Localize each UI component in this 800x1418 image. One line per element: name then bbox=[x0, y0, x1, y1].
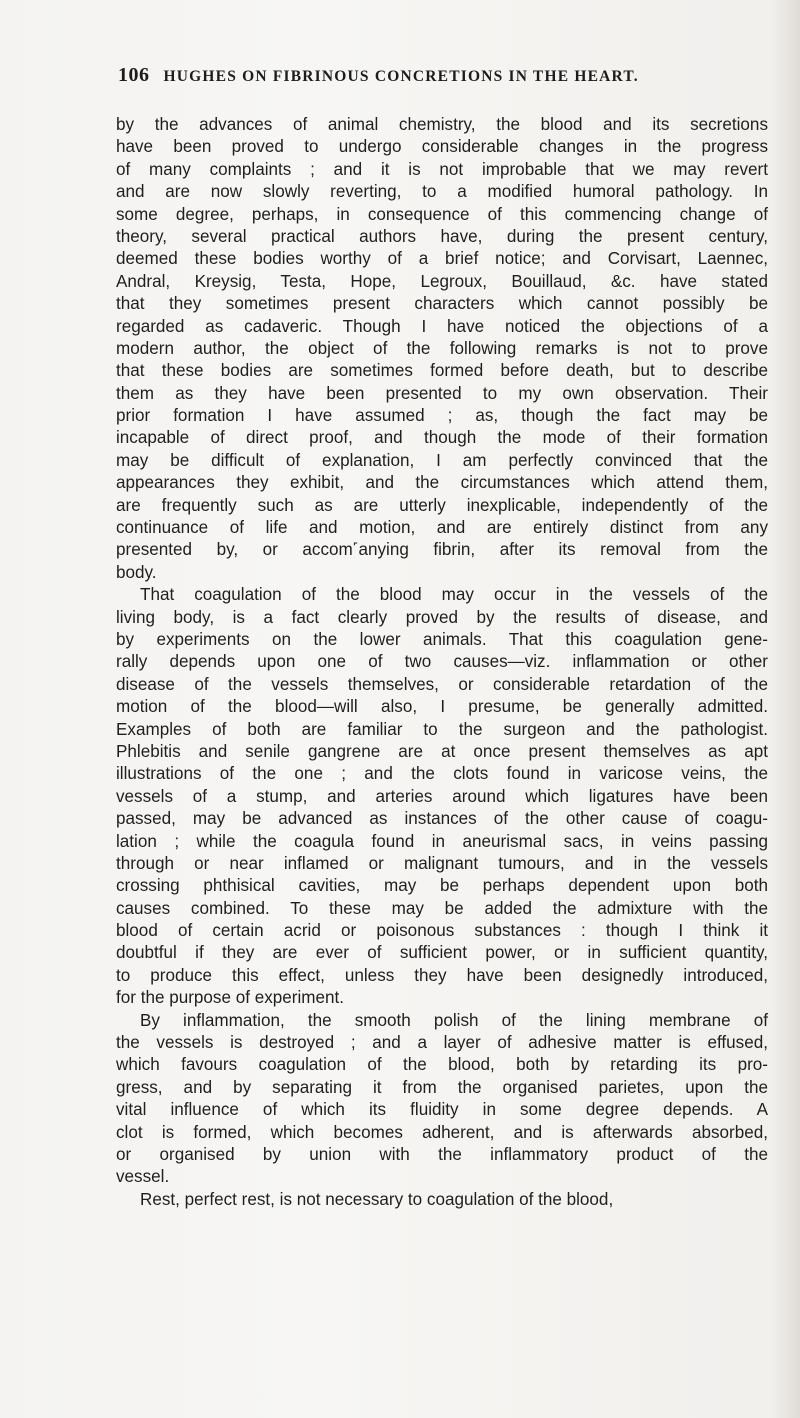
text-line: vessel. bbox=[116, 1167, 170, 1187]
text-line: are frequently such as are utterly inexplicable, independently of the bbox=[116, 495, 768, 515]
text-line: Andral, Kreysig, Testa, Hope, Legroux, Bouillaud, &c. have stated bbox=[116, 271, 768, 291]
text-line: continuance of life and motion, and are entirely distinct from any bbox=[116, 518, 768, 538]
text-line: disease of the vessels themselves, or considerable retardation of the bbox=[116, 674, 768, 694]
text-line: which favours coagulation of the blood, both by retarding its pro- bbox=[116, 1055, 768, 1075]
text-line: rally depends upon one of two causes—viz. inflammation or other bbox=[116, 652, 768, 672]
text-line: the vessels is destroyed ; and a layer of adhesive matter is effused, bbox=[116, 1033, 768, 1053]
text-line: living body, is a fact clearly proved by the results of disease, and bbox=[116, 607, 768, 627]
text-line: clot is formed, which becomes adherent, and is afterwards absorbed, bbox=[116, 1122, 768, 1142]
text-line: by experiments on the lower animals. That this coagulation gene- bbox=[116, 629, 768, 649]
text-line: lation ; while the coagula found in aneurismal sacs, in veins passing bbox=[116, 831, 768, 851]
text-line: by the advances of animal chemistry, the blood and its secretions bbox=[116, 115, 768, 134]
text-line: blood of certain acrid or poisonous substances : though I think it bbox=[116, 921, 768, 941]
text-line: crossing phthisical cavities, may be perhaps dependent upon both bbox=[116, 876, 768, 896]
text-line: Rest, perfect rest, is not necessary to coagulation of the blood, bbox=[140, 1189, 614, 1209]
text-line: theory, several practical authors have, during the present century, bbox=[116, 226, 768, 246]
text-line: have been proved to undergo considerable changes in the progress bbox=[116, 137, 768, 157]
text-line: modern author, the object of the following remarks is not to prove bbox=[116, 338, 768, 358]
text-line: That coagulation of the blood may occur in the vessels of the bbox=[140, 585, 768, 605]
text-line: vessels of a stump, and arteries around which ligatures have been bbox=[116, 786, 768, 806]
text-line: that they sometimes present characters which cannot possibly be bbox=[116, 294, 768, 314]
text-line: By inflammation, the smooth polish of the lining membrane of bbox=[140, 1010, 768, 1030]
text-line: may be difficult of explanation, I am perfectly convinced that the bbox=[116, 450, 768, 470]
text-line: for the purpose of experiment. bbox=[116, 988, 345, 1008]
text-line: or organised by union with the inflammatory product of the bbox=[116, 1144, 768, 1164]
text-line: deemed these bodies worthy of a brief notice; and Corvisart, Laennec, bbox=[116, 249, 768, 269]
text-line: them as they have been presented to my own observation. Their bbox=[116, 383, 768, 403]
text-line: presented by, or accom˹anying fibrin, after its removal from the bbox=[116, 540, 768, 560]
text-line: that these bodies are sometimes formed before death, but to describe bbox=[116, 361, 768, 381]
text-line: some degree, perhaps, in consequence of this commencing change of bbox=[116, 204, 768, 224]
text-line: illustrations of the one ; and the clots found in varicose veins, the bbox=[116, 764, 768, 784]
text-line: prior formation I have assumed ; as, though the fact may be bbox=[116, 406, 768, 426]
running-head bbox=[118, 64, 778, 88]
text-line: causes combined. To these may be added the admixture with the bbox=[116, 898, 768, 918]
paragraph bbox=[116, 114, 768, 584]
text-line: and are now slowly reverting, to a modified humoral pathology. In bbox=[116, 182, 768, 202]
text-line: Phlebitis and senile gangrene are at once present themselves as apt bbox=[116, 741, 768, 761]
paragraph bbox=[116, 1189, 768, 1211]
paragraph bbox=[116, 584, 768, 1009]
text-line: to produce this effect, unless they have been designedly introduced, bbox=[116, 965, 768, 985]
text-line: vital influence of which its fluidity in some degree depends. A bbox=[116, 1100, 768, 1120]
text-line: regarded as cadaveric. Though I have noticed the objections of a bbox=[116, 316, 768, 336]
text-line: incapable of direct proof, and though the mode of their formation bbox=[116, 428, 768, 448]
body-text bbox=[116, 114, 768, 1211]
paragraph bbox=[116, 1010, 768, 1189]
text-line: gress, and by separating it from the organised parietes, upon the bbox=[116, 1077, 768, 1097]
text-line: motion of the blood—will also, I presume, be generally admitted. bbox=[116, 697, 768, 717]
text-line: Examples of both are familiar to the surgeon and the pathologist. bbox=[116, 719, 768, 739]
text-line: doubtful if they are ever of sufficient power, or in sufficient quantity, bbox=[116, 943, 768, 963]
running-title: HUGHES ON FIBRINOUS CONCRETIONS IN THE HEART. bbox=[163, 68, 639, 85]
page-number: 106 bbox=[118, 64, 150, 86]
text-line: of many complaints ; and it is not improbable that we may revert bbox=[116, 159, 768, 179]
text-line: appearances they exhibit, and the circumstances which attend them, bbox=[116, 473, 768, 493]
text-line: body. bbox=[116, 562, 157, 582]
text-line: passed, may be advanced as instances of the other cause of coagu- bbox=[116, 809, 768, 829]
text-line: through or near inflamed or malignant tumours, and in the vessels bbox=[116, 853, 768, 873]
